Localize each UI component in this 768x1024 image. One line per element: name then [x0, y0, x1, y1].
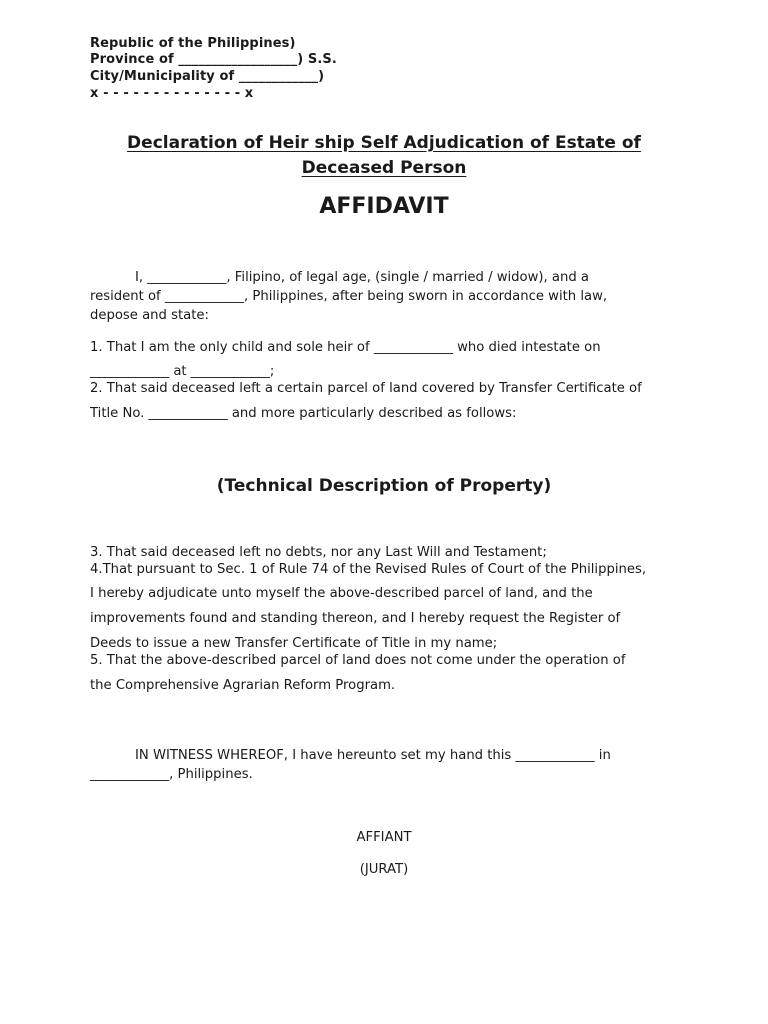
affiant-label: AFFIANT [356, 830, 412, 845]
witness-line2: ____________, Philippines. [90, 767, 253, 782]
clause-4-line1: 4.That pursuant to Sec. 1 of Rule 74 of the Revised Rules of Court of the Philippines, [90, 562, 647, 577]
intro-line2: resident of ____________, Philippines, after being sworn in accordance with law, [90, 289, 608, 304]
header-city: City/Municipality of ____________) [90, 69, 325, 84]
intro-line1: I, ____________, Filipino, of legal age, (single / married / widow), and a [135, 270, 589, 285]
clause-4-line4: Deeds to issue a new Transfer Certificate of Title in my name; [90, 636, 498, 651]
clause-4-line2: I hereby adjudicate unto myself the above-described parcel of land, and the [90, 586, 593, 601]
clause-1-line2: ____________ at ____________; [90, 364, 275, 379]
clause-5-line1: 5. That the above-described parcel of land does not come under the operation of [90, 653, 626, 668]
header-separator: x - - - - - - - - - - - - - - x [90, 86, 254, 101]
clause-3-line1: 3. That said deceased left no debts, nor any Last Will and Testament; [90, 545, 547, 560]
affidavit-heading: AFFIDAVIT [319, 194, 449, 219]
clause-2-line1: 2. That said deceased left a certain parcel of land covered by Transfer Certificate of [90, 381, 642, 396]
property-description-heading: (Technical Description of Property) [216, 476, 552, 496]
document-title-line2: Deceased Person [301, 158, 467, 178]
clause-4-line3: improvements found and standing thereon, and I hereby request the Register of [90, 611, 621, 626]
witness-line1: IN WITNESS WHEREOF, I have hereunto set my hand this ____________ in [135, 748, 611, 763]
clause-1-line1: 1. That I am the only child and sole heir of ____________ who died intestate on [90, 340, 601, 355]
intro-line3: depose and state: [90, 308, 209, 323]
clause-2-line2: Title No. ____________ and more particularly described as follows: [90, 406, 517, 421]
jurat-label: (JURAT) [359, 862, 409, 877]
header-province: Province of __________________) S.S. [90, 52, 337, 67]
header-republic: Republic of the Philippines) [90, 36, 296, 51]
document-title-line1: Declaration of Heir ship Self Adjudication of Estate of [127, 133, 641, 153]
clause-5-line2: the Comprehensive Agrarian Reform Program. [90, 678, 396, 693]
